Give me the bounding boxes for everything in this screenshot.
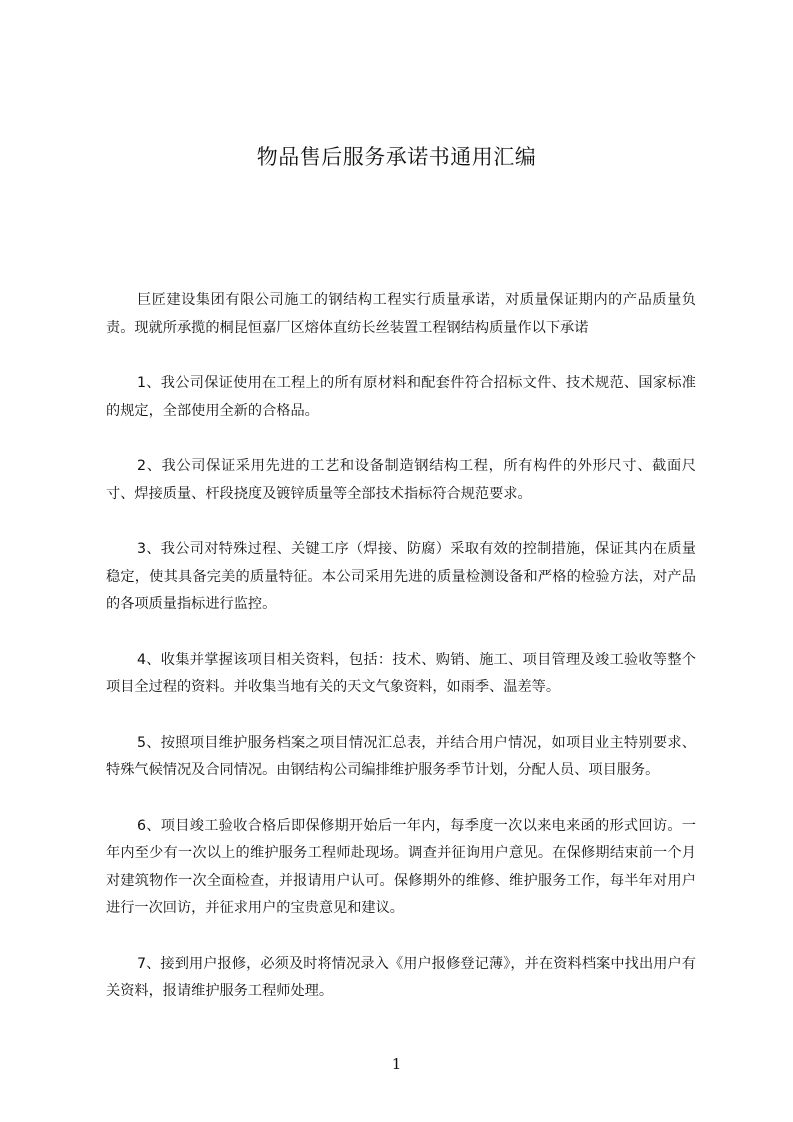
commitment-item-7: 7、接到用户报修，必须及时将情况录入《用户报修登记薄》，并在资料档案中找出用户有关资料，报请维护服务工程师处理。 — [106, 955, 696, 999]
document-body — [106, 287, 696, 1034]
commitment-item-5: 5、按照项目维护服务档案之项目情况汇总表，并结合用户情况，如项目业主特别要求、特殊气候情况及合同情况。由钢结构公司编排维护服务季节计划，分配人员、项目服务。 — [106, 734, 696, 778]
commitment-item-6: 6、项目竣工验收合格后即保修期开始后一年内，每季度一次以来电来函的形式回访。一年内至少有一次以上的维护服务工程师赴现场。调查并征询用户意见。在保修期结束前一个月对建筑物作一次全面检查，并报请用户认可。保修期外的维修、维护服务工作，每半年对用户进行一次回访，并征求用户的宝贵意见和建议。 — [106, 817, 696, 916]
commitment-item-3: 3、我公司对特殊过程、关键工序（焊接、防腐）采取有效的控制措施，保证其内在质量稳定，使其具备完美的质量特征。本公司采用先进的质量检测设备和严格的检验方法，对产品的各项质量指标进行监控。 — [106, 541, 696, 612]
intro-paragraph: 巨匠建设集团有限公司施工的钢结构工程实行质量承诺，对质量保证期内的产品质量负责。现就所承揽的桐昆恒嘉厂区熔体直纺长丝装置工程钢结构质量作以下承诺 — [106, 292, 696, 336]
commitment-item-1: 1、我公司保证使用在工程上的所有原材料和配套件符合招标文件、技术规范、国家标准的规定，全部使用全新的合格品。 — [106, 375, 696, 419]
commitment-item-2: 2、我公司保证采用先进的工艺和设备制造钢结构工程，所有构件的外形尺寸、截面尺寸、焊接质量、杆段挠度及镀锌质量等全部技术指标符合规范要求。 — [106, 458, 696, 502]
document-title: 物品售后服务承诺书通用汇编 — [256, 145, 537, 169]
page-number: 1 — [391, 1055, 402, 1073]
commitment-item-4: 4、收集并掌握该项目相关资料，包括：技术、购销、施工、项目管理及竣工验收等整个项目全过程的资料。并收集当地有关的天文气象资料，如雨季、温差等。 — [106, 651, 696, 695]
